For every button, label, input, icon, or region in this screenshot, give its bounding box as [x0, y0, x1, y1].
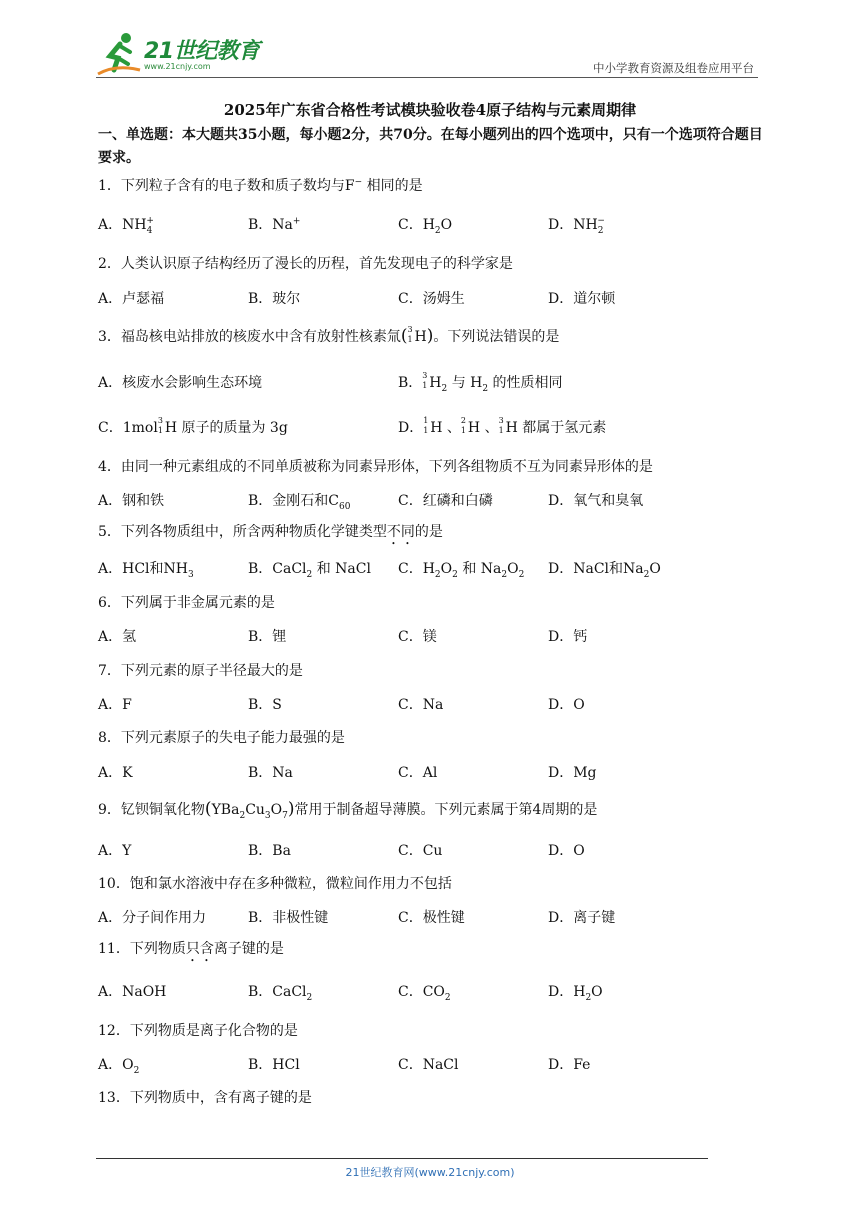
question-6: 6．下列属于非金属元素的是	[98, 595, 275, 611]
question-2: 2．人类认识原子结构经历了漫长的历程，首先发现电子的科学家是	[98, 256, 513, 272]
question-13: 13．下列物质中，含有离子键的是	[98, 1090, 312, 1106]
q4-option-a[interactable]: A．钢和铁	[98, 493, 165, 509]
platform-name: 中小学教育资源及组卷应用平台	[593, 61, 754, 75]
q5-option-b[interactable]: B．CaCl$_2$ 和 NaCl	[248, 561, 371, 580]
question-3: 3．福岛核电站排放的核废水中含有放射性核素氚( 3 1 H)。下列说法错误的是	[98, 325, 560, 346]
header-divider	[96, 77, 758, 78]
q12-option-c[interactable]: C．NaCl	[398, 1057, 459, 1073]
q6-option-b[interactable]: B．锂	[248, 629, 287, 645]
q10-option-b[interactable]: B．非极性键	[248, 910, 329, 926]
q12-option-d[interactable]: D．Fe	[548, 1057, 591, 1073]
footer-divider	[96, 1158, 708, 1159]
q4-option-b[interactable]: B．金刚石和$C_{60}$	[248, 493, 351, 512]
q10-option-a[interactable]: A．分子间作用力	[98, 910, 207, 926]
q3-option-b[interactable]: B． 3 1 $H_2$ 与 $H_2$ 的性质相同	[398, 371, 563, 394]
q8-option-b[interactable]: B．Na	[248, 765, 293, 781]
q9-option-b[interactable]: B．Ba	[248, 843, 291, 859]
q1-option-c[interactable]: C．$H_2O$	[398, 217, 453, 236]
q9-option-a[interactable]: A．Y	[98, 843, 132, 859]
footer-link[interactable]: 21世纪教育网(www.21cnjy.com)	[345, 1166, 515, 1179]
q10-option-d[interactable]: D．离子键	[548, 910, 616, 926]
q6-option-c[interactable]: C．镁	[398, 629, 437, 645]
runner-logo-icon	[96, 30, 142, 76]
q6-option-a[interactable]: A．氢	[98, 629, 137, 645]
q5-option-d[interactable]: D．NaCl和$Na_2O$	[548, 561, 661, 580]
q9-option-c[interactable]: C．Cu	[398, 843, 443, 859]
q8-option-a[interactable]: A．K	[98, 765, 133, 781]
question-5: 5．下列各物质组中，所含两种物质化学键类型不同的是	[98, 524, 443, 540]
q2-option-d[interactable]: D．道尔顿	[548, 291, 616, 307]
question-12: 12．下列物质是离子化合物的是	[98, 1023, 298, 1039]
logo-url: www.21cnjy.com	[144, 62, 211, 71]
question-4: 4．由同一种元素组成的不同单质被称为同素异形体，下列各组物质不互为同素异形体的是	[98, 459, 653, 475]
question-11: 11．下列物质只含离子键的是	[98, 941, 284, 957]
question-10: 10．饱和氯水溶液中存在多种微粒，微粒间作用力不包括	[98, 876, 452, 892]
q11-option-a[interactable]: A．NaOH	[98, 984, 167, 1000]
page-header	[96, 30, 758, 78]
question-1: 1．下列粒子含有的电子数和质子数均与F− 相同的是	[98, 177, 423, 194]
q8-option-c[interactable]: C．Al	[398, 765, 438, 781]
q3-option-c[interactable]: C．1mol 3 1 H 原子的质量为 3g	[98, 416, 288, 436]
logo-text: 21世纪教育	[144, 39, 260, 64]
q5-option-a[interactable]: A．HCl和$NH_3$	[98, 561, 194, 580]
q1-option-b[interactable]: B．Na+	[248, 216, 301, 233]
q11-option-c[interactable]: C．$CO_2$	[398, 984, 451, 1003]
q9-option-d[interactable]: D．O	[548, 843, 585, 859]
q7-option-a[interactable]: A．F	[98, 697, 132, 713]
q2-option-c[interactable]: C．汤姆生	[398, 291, 465, 307]
q7-option-d[interactable]: D．O	[548, 697, 585, 713]
q6-option-d[interactable]: D．钙	[548, 629, 588, 645]
q1-option-d[interactable]: D．$NH_2^-$	[548, 216, 605, 236]
q11-option-b[interactable]: B．CaCl$_2$	[248, 984, 313, 1003]
q8-option-d[interactable]: D．Mg	[548, 765, 597, 781]
page-title: 2025年广东省合格性考试模块验收卷4原子结构与元素周期律	[223, 101, 637, 119]
q12-option-a[interactable]: A．$O_2$	[98, 1057, 140, 1076]
q3-option-d[interactable]: D． 1 1 H 、 2 1 H 、 3 1 H 都属于氢元素	[398, 416, 607, 436]
q4-option-c[interactable]: C．红磷和白磷	[398, 493, 493, 509]
q10-option-c[interactable]: C．极性键	[398, 910, 465, 926]
q11-option-d[interactable]: D．$H_2O$	[548, 984, 603, 1003]
q2-option-b[interactable]: B．玻尔	[248, 291, 301, 307]
question-8: 8．下列元素原子的失电子能力最强的是	[98, 730, 345, 746]
q4-option-d[interactable]: D．氧气和臭氧	[548, 493, 644, 509]
q7-option-c[interactable]: C．Na	[398, 697, 444, 713]
q1-option-a[interactable]: A．$NH_4^+$	[98, 216, 154, 236]
q7-option-b[interactable]: B．S	[248, 697, 282, 713]
section-instructions: 一、单选题：本大题共35小题，每小题2分，共70分。在每小题列出的四个选项中，只有一个选项符合题目要求。	[98, 127, 763, 166]
q12-option-b[interactable]: B．HCl	[248, 1057, 300, 1073]
q2-option-a[interactable]: A．卢瑟福	[98, 291, 165, 307]
logo	[96, 30, 266, 78]
q5-option-c[interactable]: C．$H_2O_2$ 和 $Na_2O_2$	[398, 561, 525, 580]
q3-option-a[interactable]: A．核废水会影响生态环境	[98, 375, 263, 391]
question-9: 9．钇钡铜氧化物$(YBa_2Cu_3O_7)$常用于制备超导薄膜。下列元素属于第4周期的是	[98, 799, 598, 821]
question-7: 7．下列元素的原子半径最大的是	[98, 663, 303, 679]
